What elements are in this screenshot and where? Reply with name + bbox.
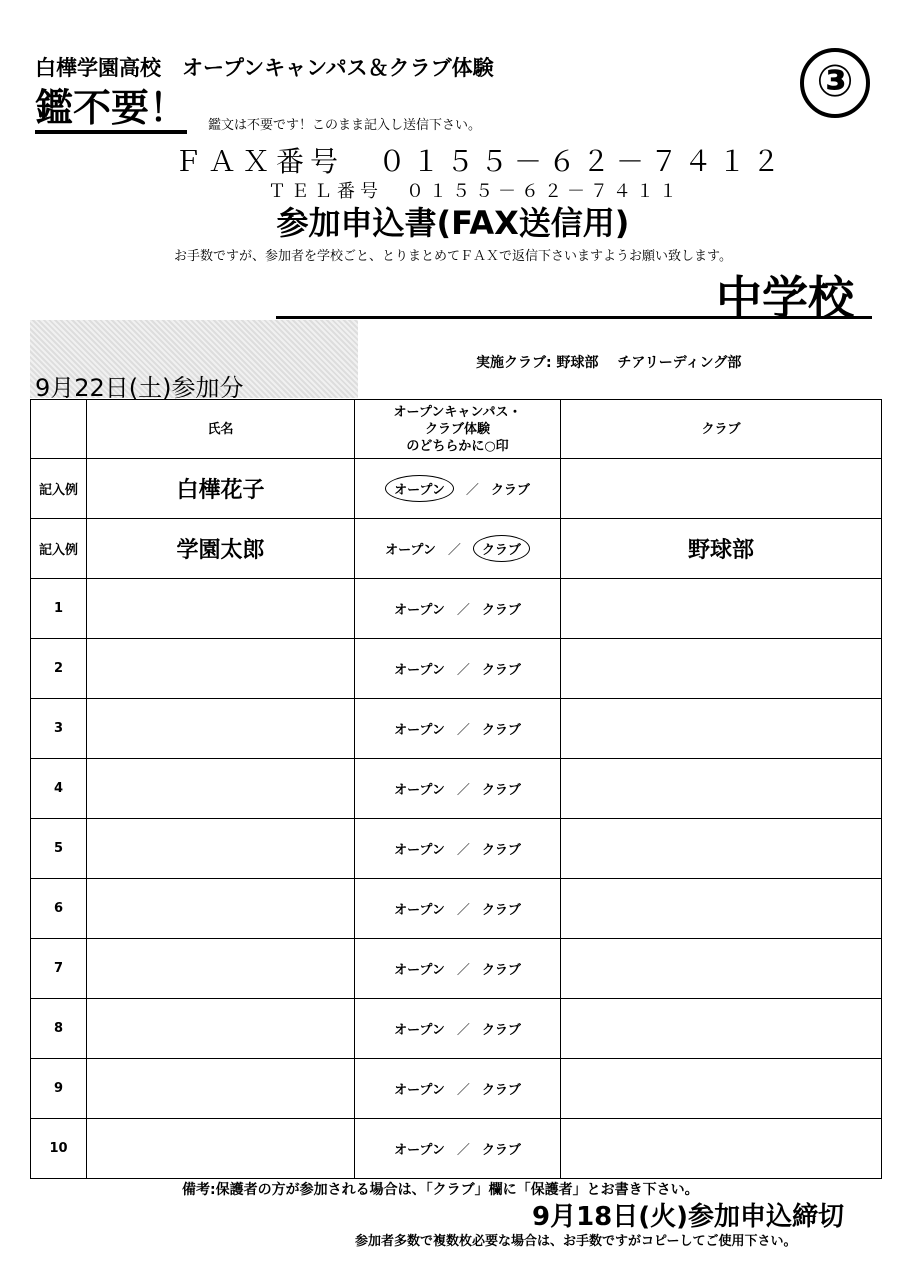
club-field[interactable] xyxy=(561,1119,882,1179)
choice-options xyxy=(394,599,521,618)
option-club[interactable]: クラブ xyxy=(481,783,521,798)
table-row xyxy=(31,759,882,819)
option-club[interactable]: クラブ xyxy=(481,1143,521,1158)
option-open[interactable]: オープン xyxy=(394,783,445,798)
option-club[interactable]: クラブ xyxy=(481,903,521,918)
entry-table xyxy=(30,399,882,1179)
choice-options xyxy=(385,475,530,502)
row-number: 8 xyxy=(31,999,87,1059)
name-field[interactable] xyxy=(87,999,355,1059)
choice-cell[interactable] xyxy=(355,819,561,879)
choice-cell[interactable] xyxy=(355,639,561,699)
option-open[interactable]: オープン xyxy=(394,1023,445,1038)
option-separator: ／ xyxy=(456,963,470,978)
example-name: 白樺花子 xyxy=(87,459,355,519)
fax-number: ＦＡＸ番号 ０１５５－６２－７４１２ xyxy=(174,145,787,178)
name-field[interactable] xyxy=(87,879,355,939)
school-label: 中学校 xyxy=(716,271,854,325)
club-field[interactable] xyxy=(561,879,882,939)
option-club[interactable]: クラブ xyxy=(481,1023,521,1038)
table-row xyxy=(31,1059,882,1119)
choice-options xyxy=(385,535,530,562)
header-choice xyxy=(355,400,561,459)
table-row xyxy=(31,819,882,879)
choice-cell[interactable] xyxy=(355,879,561,939)
table-row xyxy=(31,1119,882,1179)
tel-number: ＴＥＬ番号 ０１５５－６２－７４１１ xyxy=(268,181,682,202)
name-field[interactable] xyxy=(87,1059,355,1119)
name-field[interactable] xyxy=(87,639,355,699)
option-separator: ／ xyxy=(456,1083,470,1098)
choice-options xyxy=(394,1019,521,1038)
option-separator: ／ xyxy=(465,483,479,498)
name-field[interactable] xyxy=(87,939,355,999)
row-number: 5 xyxy=(31,819,87,879)
table-row xyxy=(31,879,882,939)
option-separator: ／ xyxy=(456,903,470,918)
club-field[interactable] xyxy=(561,999,882,1059)
option-separator: ／ xyxy=(456,723,470,738)
choice-options xyxy=(394,779,521,798)
option-separator: ／ xyxy=(447,543,461,558)
option-separator: ／ xyxy=(456,783,470,798)
row-number: 6 xyxy=(31,879,87,939)
option-club[interactable]: クラブ xyxy=(473,535,530,562)
example-club xyxy=(561,459,882,519)
name-field[interactable] xyxy=(87,819,355,879)
example-name: 学園太郎 xyxy=(87,519,355,579)
example-row xyxy=(31,519,882,579)
header-number-cell xyxy=(31,400,87,459)
instruction-text: お手数ですが、参加者を学校ごと、とりまとめてＦＡＸで返信下さいますようお願い致します。 xyxy=(174,249,732,264)
option-separator: ／ xyxy=(456,1023,470,1038)
option-open[interactable]: オープン xyxy=(394,603,445,618)
option-club[interactable]: クラブ xyxy=(481,843,521,858)
example-label: 記入例 xyxy=(31,459,87,519)
option-club[interactable]: クラブ xyxy=(481,1083,521,1098)
name-field[interactable] xyxy=(87,1119,355,1179)
option-separator: ／ xyxy=(456,663,470,678)
choice-cell[interactable] xyxy=(355,939,561,999)
row-number: 3 xyxy=(31,699,87,759)
date-label: 9月22日(土)参加分 xyxy=(35,374,244,402)
table-header-row xyxy=(31,400,882,459)
row-number: 2 xyxy=(31,639,87,699)
header-club: クラブ xyxy=(561,400,882,459)
choice-cell[interactable] xyxy=(355,519,561,579)
option-club[interactable]: クラブ xyxy=(481,663,521,678)
table-row xyxy=(31,639,882,699)
club-field[interactable] xyxy=(561,1059,882,1119)
option-open[interactable]: オープン xyxy=(394,963,445,978)
club-field[interactable] xyxy=(561,639,882,699)
row-number: 4 xyxy=(31,759,87,819)
school-name-field[interactable] xyxy=(276,316,872,319)
club-field[interactable] xyxy=(561,819,882,879)
table-row xyxy=(31,579,882,639)
club-field[interactable] xyxy=(561,759,882,819)
option-club[interactable]: クラブ xyxy=(490,483,530,498)
no-cover-note: 鑑文は不要です！このまま記入し送信下さい。 xyxy=(208,118,482,133)
choice-options xyxy=(394,1139,521,1158)
choice-cell[interactable] xyxy=(355,1059,561,1119)
header-choice-line: のどちらかに○印 xyxy=(406,438,509,454)
row-number: 10 xyxy=(31,1119,87,1179)
table-row xyxy=(31,999,882,1059)
row-number: 7 xyxy=(31,939,87,999)
choice-cell[interactable] xyxy=(355,459,561,519)
choice-cell[interactable] xyxy=(355,999,561,1059)
example-label: 記入例 xyxy=(31,519,87,579)
option-open[interactable]: オープン xyxy=(385,475,454,502)
row-number: 1 xyxy=(31,579,87,639)
name-field[interactable] xyxy=(87,759,355,819)
header-name: 氏名 xyxy=(87,400,355,459)
choice-options xyxy=(394,899,521,918)
choice-cell[interactable] xyxy=(355,759,561,819)
option-open[interactable]: オープン xyxy=(394,663,445,678)
club-field[interactable] xyxy=(561,579,882,639)
option-open[interactable]: オープン xyxy=(394,1143,445,1158)
header-choice-line: オープンキャンパス・ xyxy=(393,404,522,420)
option-open[interactable]: オープン xyxy=(394,903,445,918)
choice-options xyxy=(394,719,521,738)
option-open[interactable]: オープン xyxy=(394,723,445,738)
option-club[interactable]: クラブ xyxy=(481,963,521,978)
table-row xyxy=(31,939,882,999)
deadline-text: 9月18日(火)参加申込締切 xyxy=(532,1202,845,1232)
header-title: 白樺学園高校 オープンキャンパス＆クラブ体験 xyxy=(35,56,494,80)
choice-options xyxy=(394,839,521,858)
remark-text: 備考:保護者の方が参加される場合は、「クラブ」欄に「保護者」とお書き下さい。 xyxy=(182,1182,699,1198)
row-number: 9 xyxy=(31,1059,87,1119)
choice-options xyxy=(394,659,521,678)
choice-cell[interactable] xyxy=(355,579,561,639)
choice-cell[interactable] xyxy=(355,1119,561,1179)
option-open[interactable]: オープン xyxy=(394,843,445,858)
choice-options xyxy=(394,1079,521,1098)
option-club[interactable]: クラブ xyxy=(481,723,521,738)
header-choice-line: クラブ体験 xyxy=(424,421,490,437)
name-field[interactable] xyxy=(87,699,355,759)
choice-options xyxy=(394,959,521,978)
option-separator: ／ xyxy=(456,843,470,858)
name-field[interactable] xyxy=(87,579,355,639)
option-separator: ／ xyxy=(456,603,470,618)
no-cover-heading: 鑑不要！ xyxy=(35,88,187,134)
table-row xyxy=(31,699,882,759)
copy-note: 参加者多数で複数枚必要な場合は、お手数ですがコピーしてご使用下さい。 xyxy=(355,1234,797,1249)
choice-cell[interactable] xyxy=(355,699,561,759)
option-open[interactable]: オープン xyxy=(394,1083,445,1098)
club-field[interactable] xyxy=(561,939,882,999)
clubs-line: 実施クラブ: 野球部 チアリーディング部 xyxy=(476,355,742,371)
sheet-number-badge: ③ xyxy=(800,48,870,118)
option-open[interactable]: オープン xyxy=(385,543,436,558)
example-club: 野球部 xyxy=(561,519,882,579)
option-separator: ／ xyxy=(456,1143,470,1158)
option-club[interactable]: クラブ xyxy=(481,603,521,618)
example-row xyxy=(31,459,882,519)
form-title: 参加申込書(FAX送信用) xyxy=(276,204,630,242)
club-field[interactable] xyxy=(561,699,882,759)
